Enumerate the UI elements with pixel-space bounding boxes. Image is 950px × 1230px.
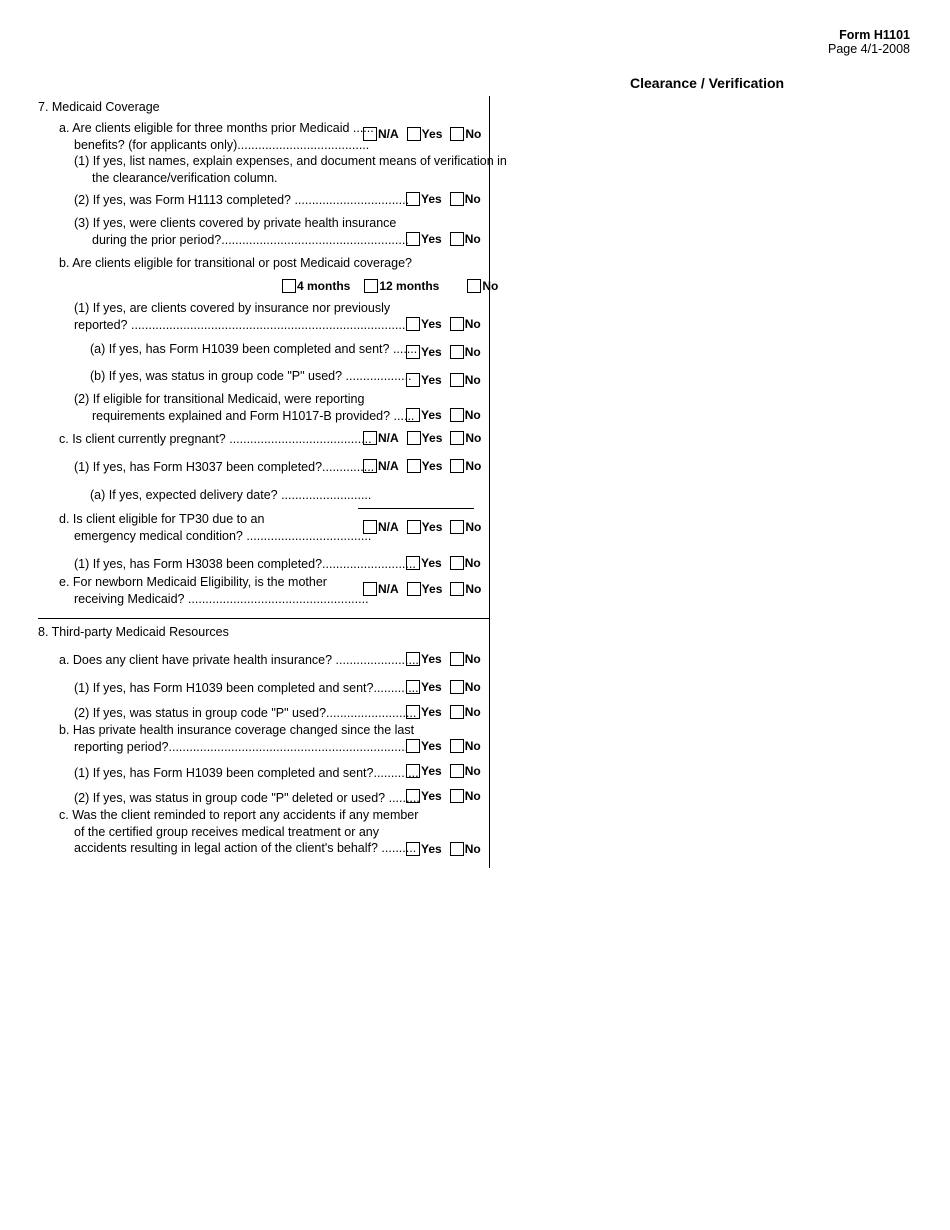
answer-8c — [406, 842, 481, 856]
checkbox-7c-na[interactable]: N/A — [363, 431, 399, 445]
checkbox-7d1-no[interactable]: No — [450, 556, 481, 570]
checkbox-7b1b-no[interactable]: No — [450, 373, 481, 387]
checkbox-7c1-yes[interactable]: Yes — [407, 459, 443, 473]
answer-7d1 — [406, 556, 481, 570]
checkbox-8a2-yes[interactable]: Yes — [406, 705, 442, 719]
question-7b: b. Are clients eligible for transitional or post Medicaid coverage? — [59, 256, 412, 270]
checkbox-7c1-no[interactable]: No — [450, 459, 481, 473]
question-8b1: (1) If yes, has Form H1039 been completed and sent?............. — [74, 766, 419, 780]
checkbox-7b2-no[interactable]: No — [450, 408, 481, 422]
question-7a3: (3) If yes, were clients covered by private health insurance during the prior period?...................................................... — [74, 216, 409, 247]
checkbox-8c-yes[interactable]: Yes — [406, 842, 442, 856]
question-8b2: (2) If yes, was status in group code "P" deleted or used? ......... — [74, 791, 420, 805]
checkbox-7b-no[interactable]: No — [467, 279, 498, 293]
answer-8a — [406, 652, 481, 666]
answer-8a2 — [406, 705, 481, 719]
checkbox-7e-yes[interactable]: Yes — [407, 582, 443, 596]
checkbox-7b1b-yes[interactable]: Yes — [406, 373, 442, 387]
checkbox-8b-no[interactable]: No — [450, 739, 481, 753]
checkbox-7a2-yes[interactable]: Yes — [406, 192, 442, 206]
question-8a2: (2) If yes, was status in group code "P" used?.......................... — [74, 706, 417, 720]
checkbox-7b-12-months[interactable]: 12 months — [364, 279, 439, 293]
question-7a2: (2) If yes, was Form H1113 completed? ................................. — [74, 193, 410, 207]
checkbox-7b2-yes[interactable]: Yes — [406, 408, 442, 422]
answer-8a1 — [406, 680, 481, 694]
checkbox-7d-yes[interactable]: Yes — [407, 520, 443, 534]
answer-7a — [363, 127, 481, 141]
question-7d1: (1) If yes, has Form H3038 been completed?........................... — [74, 557, 416, 571]
question-8c: c. Was the client reminded to report any accidents if any member of the certified group receives medical treatment or any accidents resulting in legal action of the client's behalf? .......... — [59, 808, 419, 855]
question-7c: c. Is client currently pregnant? ......................................... — [59, 432, 372, 446]
checkbox-8b1-no[interactable]: No — [450, 764, 481, 778]
form-header — [828, 28, 910, 56]
question-7d: d. Is client eligible for TP30 due to an emergency medical condition? .................................... — [59, 512, 372, 543]
question-7c1a: (a) If yes, expected delivery date? .......................... — [90, 488, 372, 502]
checkbox-8a1-no[interactable]: No — [450, 680, 481, 694]
checkbox-7b1-no[interactable]: No — [450, 317, 481, 331]
question-7e: e. For newborn Medicaid Eligibility, is the mother receiving Medicaid? .................................................... — [59, 575, 369, 606]
checkbox-8c-no[interactable]: No — [450, 842, 481, 856]
checkbox-8a2-no[interactable]: No — [450, 705, 481, 719]
checkbox-7d-no[interactable]: No — [450, 520, 481, 534]
section-8-title: 8. Third-party Medicaid Resources — [38, 625, 229, 639]
delivery-date-field[interactable] — [358, 508, 474, 509]
answer-8b2 — [406, 789, 481, 803]
answer-8b — [406, 739, 481, 753]
checkbox-7b1a-no[interactable]: No — [450, 345, 481, 359]
answer-7b1a — [406, 345, 481, 359]
answer-7e — [363, 582, 481, 596]
form-page-date: Page 4/1-2008 — [827, 42, 910, 56]
question-7a: a. Are clients eligible for three months prior Medicaid ...... benefits? (for applicants only)...................................... — [59, 121, 374, 152]
question-8b: b. Has private health insurance coverage changed since the last reporting period?..................................................................... — [59, 723, 415, 754]
checkbox-7d-na[interactable]: N/A — [363, 520, 399, 534]
checkbox-7b1-yes[interactable]: Yes — [406, 317, 442, 331]
answer-7b2 — [406, 408, 481, 422]
answer-8b1 — [406, 764, 481, 778]
checkbox-8b-yes[interactable]: Yes — [406, 739, 442, 753]
answer-7a3 — [406, 232, 481, 246]
answer-7b — [282, 279, 498, 293]
checkbox-8b2-yes[interactable]: Yes — [406, 789, 442, 803]
checkbox-7e-no[interactable]: No — [450, 582, 481, 596]
question-7b1b: (b) If yes, was status in group code "P" used? ................... — [90, 369, 412, 383]
checkbox-8b1-yes[interactable]: Yes — [406, 764, 442, 778]
question-7c1: (1) If yes, has Form H3037 been completed?............... — [74, 460, 375, 474]
checkbox-8b2-no[interactable]: No — [450, 789, 481, 803]
checkbox-7a-no[interactable]: No — [450, 127, 481, 141]
checkbox-7a-na[interactable]: N/A — [363, 127, 399, 141]
section-7-title: 7. Medicaid Coverage — [38, 100, 160, 114]
vertical-divider-section-8 — [489, 618, 490, 868]
checkbox-7a-yes[interactable]: Yes — [407, 127, 443, 141]
checkbox-7c-no[interactable]: No — [450, 431, 481, 445]
checkbox-7d1-yes[interactable]: Yes — [406, 556, 442, 570]
section-divider — [38, 618, 490, 619]
checkbox-7a3-no[interactable]: No — [450, 232, 481, 246]
clearance-verification-title: Clearance / Verification — [630, 75, 785, 91]
question-7b1: (1) If yes, are clients covered by insurance nor previously reported? ............................................................................... — [74, 301, 406, 332]
question-8a: a. Does any client have private health insurance? ........................ — [59, 653, 419, 667]
checkbox-7c1-na[interactable]: N/A — [363, 459, 399, 473]
question-7b1a: (a) If yes, has Form H1039 been completed and sent? ....... — [90, 342, 418, 356]
answer-7c — [363, 431, 481, 445]
checkbox-8a-yes[interactable]: Yes — [406, 652, 442, 666]
checkbox-7e-na[interactable]: N/A — [363, 582, 399, 596]
checkbox-7a2-no[interactable]: No — [450, 192, 481, 206]
checkbox-7c-yes[interactable]: Yes — [407, 431, 443, 445]
answer-7b1b — [406, 373, 481, 387]
checkbox-8a1-yes[interactable]: Yes — [406, 680, 442, 694]
form-id: Form H1101 — [839, 28, 910, 42]
checkbox-7b-4-months[interactable]: 4 months — [282, 279, 350, 293]
checkbox-8a-no[interactable]: No — [450, 652, 481, 666]
question-7b2: (2) If eligible for transitional Medicaid, were reporting requirements explained and Form H1017-B provided? ...... — [74, 392, 415, 423]
answer-7d — [363, 520, 481, 534]
answer-7a2 — [406, 192, 481, 206]
answer-7c1 — [363, 459, 481, 473]
answer-7b1 — [406, 317, 481, 331]
question-7a1: (1) If yes, list names, explain expenses, and document means of verification in the clearance/verification column. — [74, 154, 507, 185]
checkbox-7a3-yes[interactable]: Yes — [406, 232, 442, 246]
question-8a1: (1) If yes, has Form H1039 been completed and sent?............. — [74, 681, 419, 695]
checkbox-7b1a-yes[interactable]: Yes — [406, 345, 442, 359]
